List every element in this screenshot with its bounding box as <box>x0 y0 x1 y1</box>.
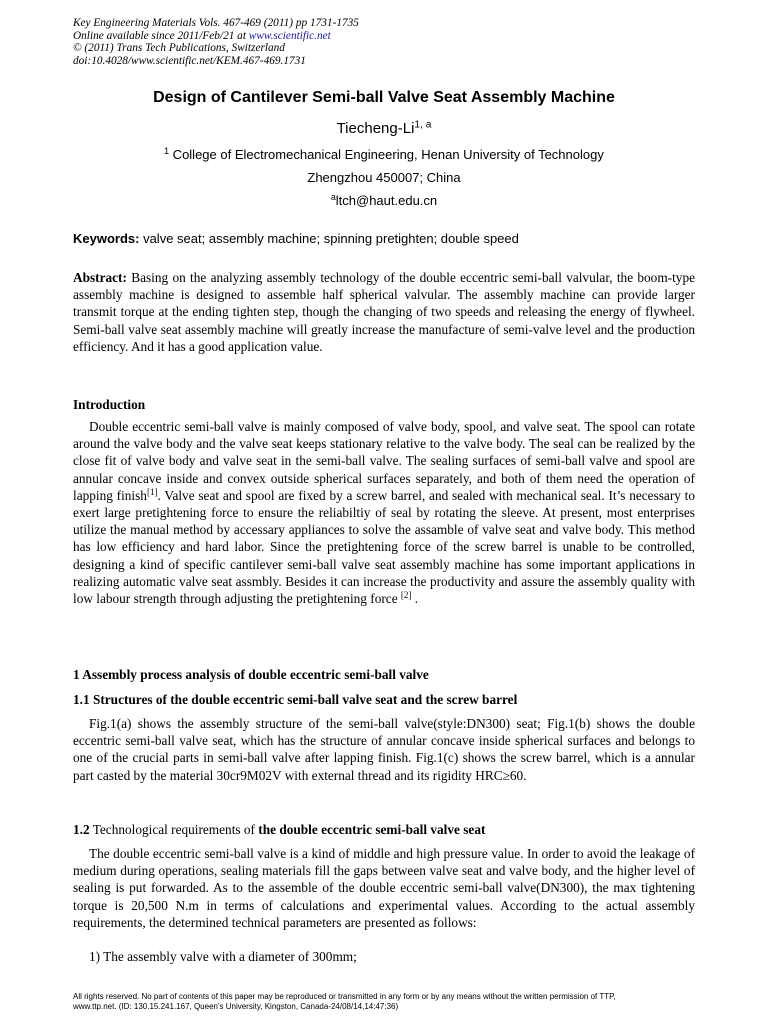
copyright-footer <box>73 992 723 1011</box>
journal-header <box>73 17 713 67</box>
affiliation-city: Zhengzhou 450007; China <box>307 170 461 185</box>
copyright-line: © (2011) Trans Tech Publications, Switzerland <box>73 42 285 54</box>
footer-rights-line: All rights reserved. No part of contents of this paper may be reproduced or transmitted in any form or by any means without the written permission of TTP, <box>73 992 616 1001</box>
section-1-1-heading: 1.1 Structures of the double eccentric semi-ball valve seat and the screw barrel <box>73 692 518 707</box>
affiliation-superscript: 1 <box>164 146 170 157</box>
section-1-2-heading: 1.2 Technological requirements of the double eccentric semi-ball valve seat <box>73 822 486 837</box>
author-superscript: 1, a <box>414 119 432 131</box>
introduction-paragraph: Double eccentric semi-ball valve is mainly composed of valve body, spool, and valve seat. The spool can rotate around the valve body and the valve seat keeps stationary relative to the valve body. The seal can be realized by the close fit of valve body and valve seat in the semi-ball valve. The sealing surfaces of semi-ball valve and spool are annular concave inside and convex outside spherical surfaces separately, and both of them need the operation of lapping finish[1]. Valve seat and spool are fixed by a screw barrel, and sealed with mechanical seal. It’s necessary to exert large pretightening force to ensure the reliabiltiy of seal by rotating the sleeve. At present, most enterprises utilize the manual method by accessary appliances to solve the assamble of valve seat and valve body. This method has low efficiency and hard labor. Since the pretightening force of the screw barrel is unable to be controlled, designing a kind of specific cantilever semi-ball valve seat assembly machine has some important applications in realizing automatic valve seat assmbly. Besides it can increase the productivity and assure the assembly quality with low labour strength through adjusting the pretightening force [2] . <box>73 419 696 607</box>
paper-title: Design of Cantilever Semi-ball Valve Seat Assembly Machine <box>153 89 615 106</box>
abstract <box>73 269 695 355</box>
abstract-text: Basing on the analyzing assembly technology of the double eccentric semi-ball valvular, the boom-type assembly machine is designed to assemble half spherical valvular. The assembly machine can provide larger transmit torque at the ending tighten step, though the changing of two speeds and releasing the energy of flywheel. Semi-ball valve seat assembly machine will greatly increase the manufacture of semi-valve level and the production efficiency. And it has a good application value. <box>73 270 695 354</box>
author-email: $^a$ltch@haut.edu.cn <box>330 192 438 208</box>
reference-1: [1] <box>146 486 158 497</box>
introduction-heading: Introduction <box>73 397 146 412</box>
doi-line: doi:10.4028/www.scientific.net/KEM.467-469.1731 <box>73 54 306 67</box>
journal-citation: Key Engineering Materials Vols. 467-469 (2011) pp 1731-1735 <box>73 17 359 29</box>
footer-id-line: www.ttp.net. (ID: 130.15.241.167, Queen's University, Kingston, Canada-24/08/14,14:47:36) <box>73 1001 399 1011</box>
abstract-label: Abstract: <box>73 270 127 285</box>
section-1-1-paragraph: Fig.1(a) shows the assembly structure of the semi-ball valve(style:DN300) seat; Fig.1(b) shows the double eccentric semi-ball valve seat, which has the structure of annular concave inside spherical surfaces and belongs to one of the crucial parts in semi-ball valve after lapping finish. Fig.1(c) shows the screw barrel, which is a annular part casted by the material 30cr9M02V with external thread and its rigidity HRC≥60. <box>73 716 695 783</box>
scientific-net-link[interactable]: www.scientific.net <box>248 29 331 42</box>
reference-2: [2] <box>400 590 412 601</box>
section-1-2-paragraph: The double eccentric semi-ball valve is a kind of middle and high pressure value. In order to avoid the leakage of medium during operations, sealing materials fill the gaps between valve seat and valve body, and the higher level of sealing is put forwarded. As to the assemble of the double eccentric semi-ball valve(DN300), the max tightening torque is 20,500 N.m in terms of calculations and experimental values. According to the actual assembly requirements, the determined technical parameters are presented as follows: <box>73 846 695 930</box>
email-superscript: a <box>330 192 336 203</box>
keywords: Keywords: valve seat; assembly machine; spinning pretighten; double speed <box>73 231 519 246</box>
affiliation-line: $^1$ College of Electromechanical Engineering, Henan University of Technology <box>164 146 604 162</box>
online-availability: Online available since 2011/Feb/21 at www.scientific.net <box>73 29 331 42</box>
keywords-label: Keywords: <box>73 231 140 246</box>
list-item: 1) The assembly valve with a diameter of 300mm; <box>89 949 357 964</box>
author-name: Tiecheng-Li$^{1, a}$ <box>336 119 432 137</box>
section-1-heading: 1 Assembly process analysis of double eccentric semi-ball valve <box>73 667 429 682</box>
